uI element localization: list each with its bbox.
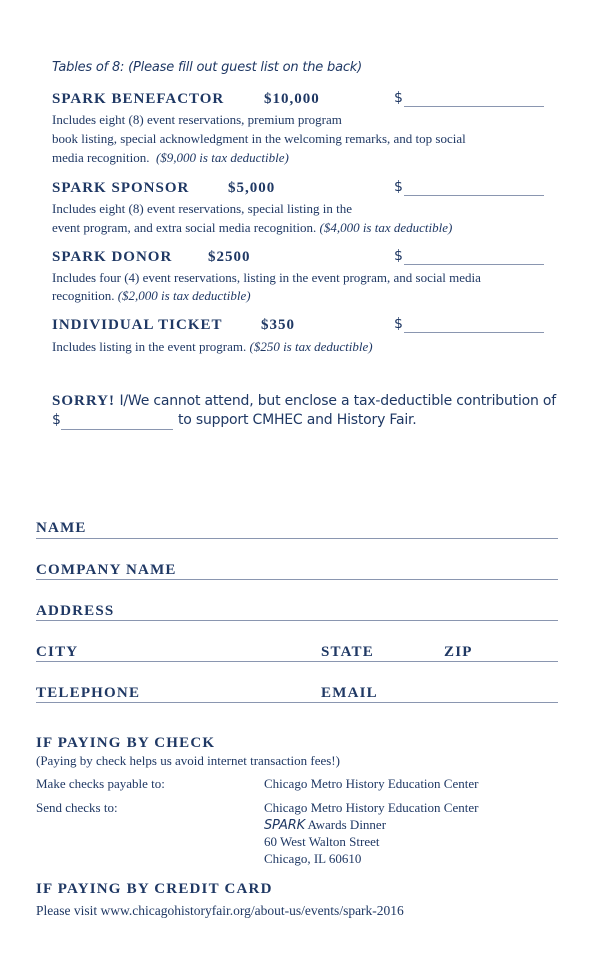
level-benefactor-price: $10,000	[264, 91, 320, 107]
send-label: Send checks to:	[36, 800, 118, 815]
zip-label: ZIP	[444, 644, 473, 660]
level-sponsor-price: $5,000	[228, 180, 276, 196]
payable-label: Make checks payable to:	[36, 776, 165, 791]
payable-value: Chicago Metro History Education Center	[264, 776, 479, 791]
address-line2-rest: Awards Dinner	[304, 817, 387, 832]
donor-desc-line2: recognition.	[52, 288, 115, 303]
donor-dollar-sign: $	[394, 248, 403, 264]
sponsor-desc-line2: event program, and extra social media recognition.	[52, 220, 317, 235]
tables-note: Tables of 8: (Please fill out guest list on the back)	[52, 60, 362, 75]
individual-deductible: ($250 is tax deductible)	[249, 339, 373, 354]
check-note: (Paying by check helps us avoid internet transaction fees!)	[36, 753, 340, 768]
benefactor-amount-field[interactable]	[404, 106, 544, 107]
level-individual-price: $350	[261, 317, 295, 333]
level-donor-price: $2500	[208, 249, 251, 265]
sorry-text: I/We cannot attend, but enclose a tax-deductible contribution of	[119, 393, 557, 409]
address-line3: 60 West Walton Street	[264, 834, 380, 849]
state-label: STATE	[321, 644, 374, 660]
individual-amount-field[interactable]	[404, 332, 544, 333]
sponsor-desc-line1: Includes eight (8) event reservations, special listing in the	[52, 201, 352, 216]
city-state-zip-field[interactable]	[36, 661, 558, 662]
level-benefactor-name: SPARK BENEFACTOR	[52, 91, 225, 107]
level-donor-name: SPARK DONOR	[52, 249, 173, 265]
benefactor-deductible: ($9,000 is tax deductible)	[155, 150, 289, 165]
sponsor-amount-field[interactable]	[404, 195, 544, 196]
benefactor-desc-line3: media recognition.	[52, 150, 150, 165]
donor-desc-line1: Includes four (4) event reservations, listing in the event program, and social media	[52, 270, 481, 285]
city-label: CITY	[36, 644, 79, 660]
individual-dollar-sign: $	[394, 316, 403, 332]
donor-deductible: ($2,000 is tax deductible)	[117, 288, 251, 303]
level-individual-name: INDIVIDUAL TICKET	[52, 317, 223, 333]
sponsor-dollar-sign: $	[394, 179, 403, 195]
check-heading: IF PAYING BY CHECK	[36, 735, 216, 751]
name-label: NAME	[36, 520, 87, 536]
address-line4: Chicago, IL 60610	[264, 851, 362, 866]
sponsor-deductible: ($4,000 is tax deductible)	[319, 220, 453, 235]
address-line1: Chicago Metro History Education Center	[264, 800, 479, 815]
telephone-email-field[interactable]	[36, 702, 558, 703]
email-label: EMAIL	[321, 685, 378, 701]
donor-amount-field[interactable]	[404, 264, 544, 265]
address-label: ADDRESS	[36, 603, 115, 619]
credit-text: Please visit www.chicagohistoryfair.org/about-us/events/spark-2016	[36, 903, 404, 918]
benefactor-desc-line1: Includes eight (8) event reservations, premium program	[52, 112, 342, 127]
benefactor-desc-line2: book listing, special acknowledgment in the welcoming remarks, and top social	[52, 131, 466, 146]
sorry-lead: SORRY!	[52, 393, 115, 409]
individual-desc-line1: Includes listing in the event program.	[52, 339, 247, 354]
company-label: COMPANY NAME	[36, 562, 177, 578]
benefactor-dollar-sign: $	[394, 90, 403, 106]
address-field[interactable]	[36, 620, 558, 621]
address-spark: SPARK	[264, 818, 305, 833]
telephone-label: TELEPHONE	[36, 685, 141, 701]
sorry-amount-field[interactable]	[61, 429, 173, 430]
level-sponsor-name: SPARK SPONSOR	[52, 180, 190, 196]
credit-heading: IF PAYING BY CREDIT CARD	[36, 881, 273, 897]
sorry-tail: to support CMHEC and History Fair.	[178, 412, 417, 428]
sorry-dollar-sign: $	[52, 412, 61, 428]
company-field[interactable]	[36, 579, 558, 580]
name-field[interactable]	[36, 538, 558, 539]
